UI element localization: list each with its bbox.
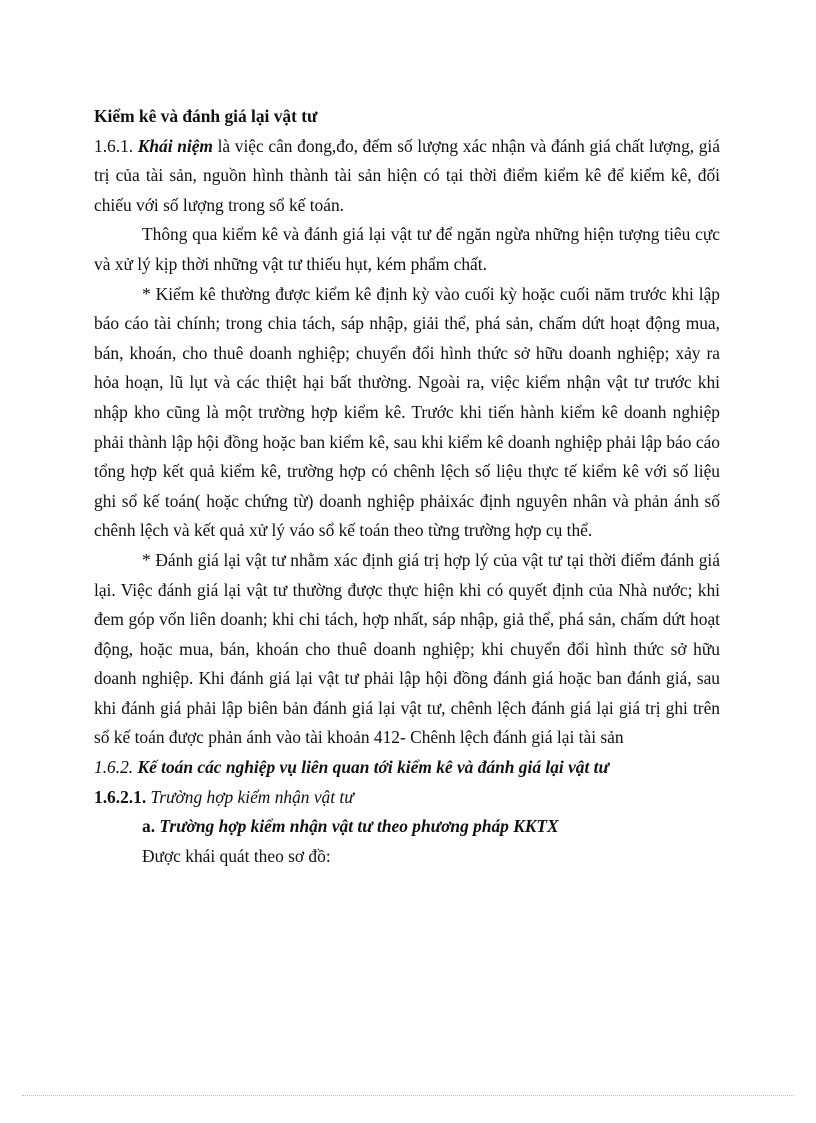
heading-1-6-2-1 <box>94 783 720 813</box>
paragraph-1-6-1 <box>94 132 720 221</box>
section-number: 1.6.2.1. <box>94 786 151 807</box>
sub-letter: a. <box>142 816 160 837</box>
paragraph-diagram-intro: Được khái quát theo sơ đồ: <box>142 845 331 866</box>
section-title: Trường hợp kiểm nhận vật tư <box>150 786 354 807</box>
definition-text: là việc cân đong,đo, đếm số lượng xác nhận và đánh giá chất lượng, giá trị của tài sản, nguồn hình thành tài sản hiện có tại thời điểm kiểm kê để kiểm kê, đối chiếu với số lượng trong sổ kế toán. <box>94 135 720 215</box>
heading-1-6-2 <box>94 753 720 783</box>
section-title: Kế toán các nghiệp vụ liên quan tới kiểm kê và đánh giá lại vật tư <box>137 757 609 778</box>
paragraph-danh-gia: * Đánh giá lại vật tư nhằm xác định giá trị hợp lý của vật tư tại thời điểm đánh giá lại. Việc đánh giá lại vật tư thường được thực hiện khi có quyết định của Nhà nước; khi đem góp vốn liên doanh; khi chi tách, hợp nhất, sáp nhập, giả thể, phá sản, chấm dứt hoạt động, hoặc mua, bán, khoán cho thuê doanh nghiệp; khi chuyển đổi hình thức sở hữu doanh nghiệp. Khi đánh giá lại vật tư phải lập hội đồng đánh giá hoặc ban đánh giá, sau khi đánh giá phải lập biên bản đánh giá lại vật tư, chênh lệch đánh giá lại giá trị ghi trên sổ kế toán được phản ánh vào tài khoản 412- Chênh lệch đánh giá lại tài sản <box>94 549 720 748</box>
sub-title: Trường hợp kiểm nhận vật tư theo phương pháp KKTX <box>159 816 559 837</box>
section-number: 1.6.2. <box>94 757 138 778</box>
page-bottom-rule <box>22 1095 794 1096</box>
paragraph-kiem-ke: * Kiểm kê thường được kiểm kê định kỳ vào cuối kỳ hoặc cuối năm trước khi lập báo cáo tài chính; trong chia tách, sáp nhập, giải thể, phá sản, chấm dứt hoạt động mua, bán, khoán, cho thuê doanh nghiệp; chuyển đổi hình thức sở hữu doanh nghiệp; xảy ra hỏa hoạn, lũ lụt và các thiệt hại bất thường. Ngoài ra, việc kiểm nhận vật tư trước khi nhập kho cũng là một trường hợp kiểm kê. Trước khi tiến hành kiểm kê doanh nghiệp phải thành lập hội đồng hoặc ban kiểm kê, sau khi kiểm kê doanh nghiệp phải lập báo cáo tổng hợp kết quả kiểm kê, trường hợp có chênh lệch số liệu thực tế kiểm kê với số liệu ghi sổ kế toán( hoặc chứng từ) doanh nghiệp phảixác định nguyên nhân và phản ánh số chênh lệch và kết quả xử lý váo sổ kế toán theo từng trường hợp cụ thể. <box>94 283 720 541</box>
document-page <box>94 102 720 871</box>
section-heading: Kiểm kê và đánh giá lại vật tư <box>94 106 318 126</box>
term-khai-niem: Khái niệm <box>137 135 213 156</box>
paragraph-purpose: Thông qua kiểm kê và đánh giá lại vật tư để ngăn ngừa những hiện tượng tiêu cực và xử lý kịp thời những vật tư thiếu hụt, kém phẩm chất. <box>94 224 720 274</box>
section-number: 1.6.1. <box>94 135 138 156</box>
heading-sub-a <box>94 812 720 842</box>
